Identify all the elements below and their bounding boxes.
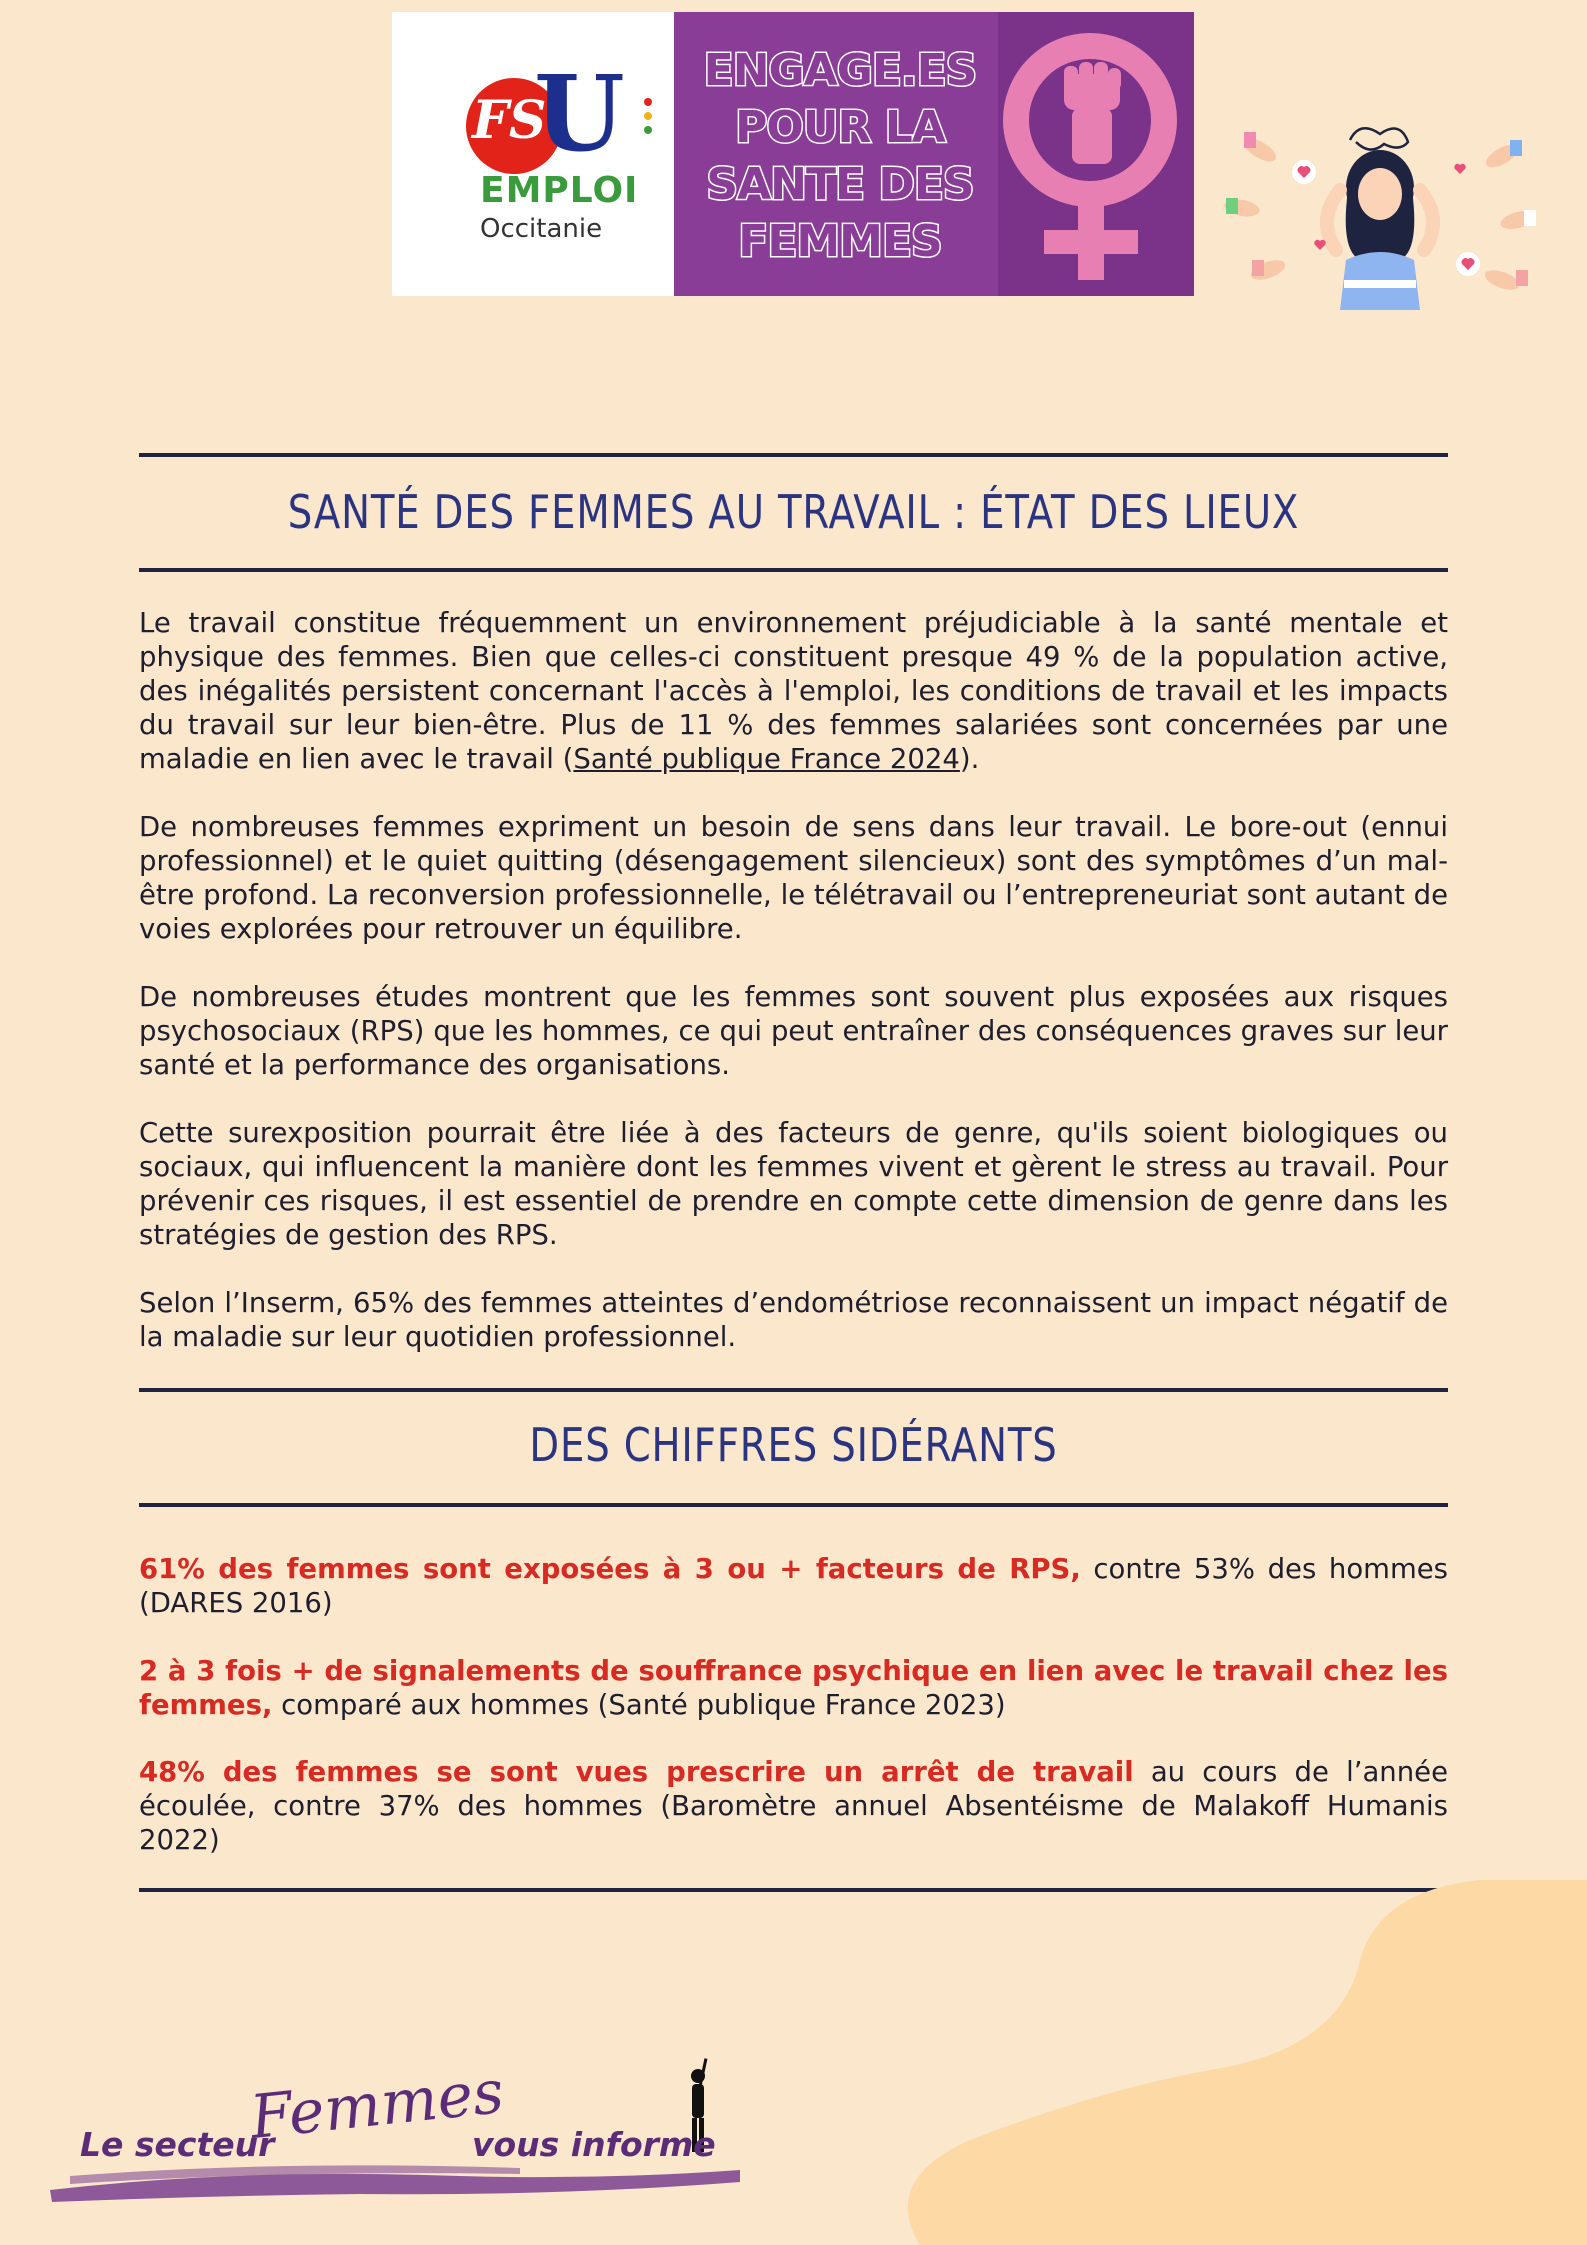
footer-label-start: Le secteur bbox=[80, 2125, 275, 2164]
stat-detail: au cours de l’année écoulée, contre 37% des hommes (Baromètre annuel Absentéisme de Malakoff Humanis 2022) bbox=[139, 1756, 1449, 1856]
section2-title: DES CHIFFRES SIDÉRANTS bbox=[529, 1418, 1058, 1472]
stat-item bbox=[139, 1552, 1448, 1620]
stat-item bbox=[139, 1755, 1448, 1857]
paragraph-text: Le travail constitue fréquemment un environnement préjudiciable à la santé mentale et physique des femmes. Bien que celles-ci constituent presque 49 % de la population active, des inégalités persistent concernant l'accès à l'emploi, les conditions de travail et les impacts du travail sur leur bien-être. Plus de 11 % des femmes salariées sont concernées par une maladie en lien avec le travail ( bbox=[139, 607, 1448, 775]
paragraph-text: ). bbox=[959, 743, 980, 775]
slogan-line: POUR LA bbox=[735, 102, 945, 153]
section1-paragraph-5: Selon l’Inserm, 65% des femmes atteintes d’endométriose reconnaissent un impact négatif de la maladie sur leur quotidien professionnel. bbox=[139, 1287, 1448, 1353]
section-divider bbox=[139, 1388, 1448, 1392]
stat-highlight: 61% des femmes sont exposées à 3 ou + facteurs de RPS, bbox=[139, 1553, 1081, 1585]
section1-title: SANTÉ DES FEMMES AU TRAVAIL : ÉTAT DES LIEUX bbox=[287, 485, 1300, 539]
footer-decorative-blob bbox=[880, 1880, 1587, 2245]
section-divider bbox=[139, 453, 1448, 457]
slogan-line: FEMMES bbox=[738, 216, 942, 267]
fsu-logo-fs: FS bbox=[472, 90, 547, 151]
stressed-woman-illustration bbox=[1220, 110, 1540, 310]
section-divider bbox=[139, 568, 1448, 572]
section1-paragraph-3: De nombreuses études montrent que les femmes sont souvent plus exposées aux risques psychosociaux (RPS) que les hommes, ce qui peut entraîner des conséquences graves sur leur santé et la performance des organisations. bbox=[139, 981, 1448, 1081]
stat-detail: contre 53% des hommes (DARES 2016) bbox=[139, 1553, 1448, 1619]
section1-paragraph-2: De nombreuses femmes expriment un besoin de sens dans leur travail. Le bore-out (ennui professionnel) et le quiet quitting (désengagement silencieux) sont des symptômes d’un mal-être profond. La reconversion professionnelle, le télétravail ou l’entrepreneuriat sont autant de voies explorées pour retrouver un équilibre. bbox=[139, 811, 1448, 945]
footer-label-end: vous informe bbox=[472, 2125, 716, 2164]
source-link-sante-publique[interactable]: Santé publique France 2024 bbox=[573, 743, 960, 775]
slogan-line: ENGAGE.ES bbox=[703, 45, 977, 96]
venus-fist-icon bbox=[998, 12, 1194, 296]
header-banner bbox=[392, 12, 1194, 296]
stat-item bbox=[139, 1654, 1448, 1722]
fsu-emploi-logo bbox=[392, 12, 674, 296]
footer-label-script: Femmes bbox=[247, 2056, 507, 2154]
section1-paragraph-4: Cette surexposition pourrait être liée à des facteurs de genre, qu'ils soient biologiques ou sociaux, qui influencent la manière dont les femmes vivent et gèrent le stress au travail. Pour prévenir ces risques, il est essentiel de prendre en compte cette dimension de genre dans les stratégies de gestion des RPS. bbox=[139, 1117, 1448, 1251]
slogan-line: SANTE DES bbox=[706, 159, 974, 210]
stat-detail: comparé aux hommes (Santé publique France 2023) bbox=[272, 1689, 1006, 1721]
stat-highlight: 48% des femmes se sont vues prescrire un arrêt de travail bbox=[139, 1756, 1134, 1788]
logo-emploi-text: EMPLOI bbox=[480, 170, 639, 211]
banner-slogan bbox=[674, 42, 1006, 270]
section-divider bbox=[139, 1503, 1448, 1507]
fsu-logo-u: U bbox=[534, 52, 625, 175]
logo-region-text: Occitanie bbox=[480, 214, 603, 244]
fsu-logo-dots bbox=[644, 98, 654, 140]
stat-highlight: 2 à 3 fois + de signalements de souffrance psychique en lien avec le travail chez les femmes, bbox=[139, 1655, 1448, 1721]
section1-paragraph-1 bbox=[139, 606, 1448, 776]
